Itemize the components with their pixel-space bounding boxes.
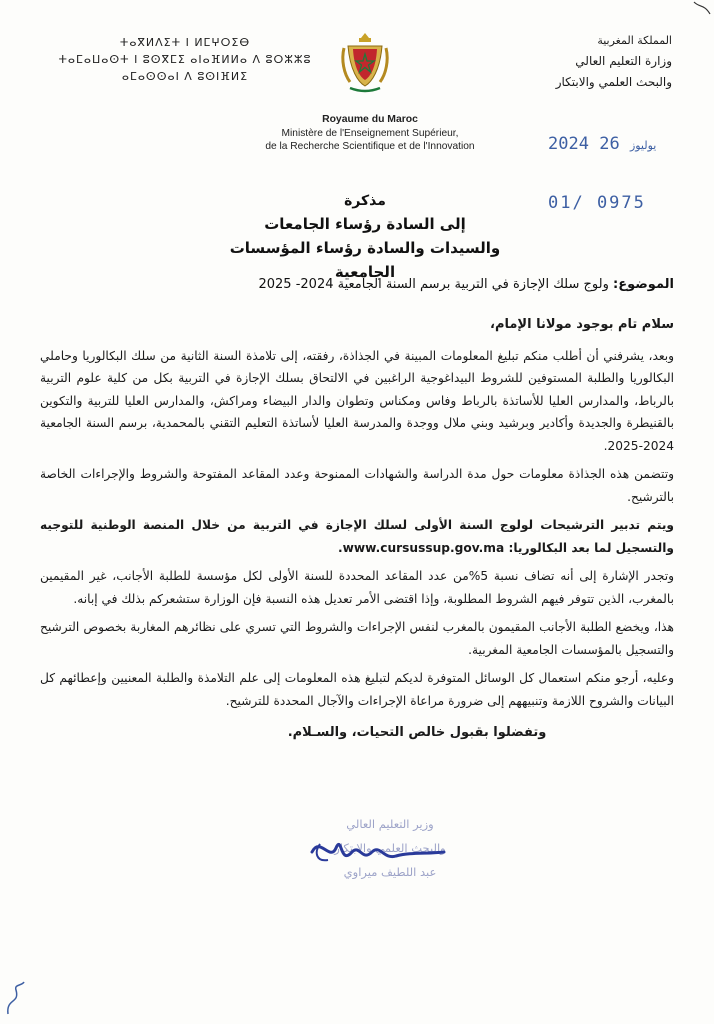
french-ministry-header (230, 113, 510, 154)
signatory-title-2: والبحث العلمي والابتكار (334, 841, 446, 855)
memo-title (200, 190, 530, 284)
greeting: سلام تام بوجود مولانا الإمام، (490, 317, 674, 332)
moroccan-coat-of-arms-icon (340, 30, 390, 94)
memo-body (40, 314, 674, 751)
margin-scribble (2, 978, 32, 1018)
subject-text: ولوج سلك الإجازة في التربية برسم السنة الجامعية 2024- 2025 (258, 277, 609, 292)
ministry-name-fr-1: Ministère de l'Enseignement Supérieur, (281, 127, 459, 139)
date-stamp-month: يوليوز (629, 139, 657, 152)
handwritten-signature (300, 822, 450, 882)
kingdom-name-ar: المملكة المغربية (597, 34, 672, 47)
kingdom-name-fr: Royaume du Maroc (322, 114, 418, 125)
corner-scribble (690, 0, 714, 22)
ministry-name-ar-1: وزارة التعليم العالي (575, 54, 672, 68)
date-stamp-day: 26 (599, 134, 620, 154)
paragraph-content: وتتضمن هذه الجذاذة معلومات حول مدة الدراسة والشهادات الممنوحة وعدد المقاعد المفتوحة والشروط والإجراءات الخاصة بالترشيح. (40, 467, 674, 504)
tifinagh-line-1: ⵜⴰⴳⵍⴷⵉⵜ ⵏ ⵍⵎⵖⵔⵉⴱ (119, 36, 251, 49)
recipients-line-2: والسيدات والسادة رؤساء المؤسسات الجامعية (229, 239, 501, 281)
signatory-name: عبد اللطيف ميراوي (343, 865, 437, 879)
ministry-name-ar-2: والبحث العلمي والابتكار (555, 75, 672, 89)
date-stamp-year: 2024 (548, 134, 589, 154)
paragraph-foreign-quota: وتجدر الإشارة إلى أنه تضاف نسبة 5%من عدد المقاعد المحددة للسنة الأولى لكل مؤسسة للطلبة الأجانب، غير المقيمين بالمغرب، الذين تتوفر فيهم الشروط المطلوبة، وإذا اقتضى الأمر تعديل هذه النسبة فإن الوزارة ستشعركم بذلك في إبانه. (40, 569, 674, 606)
memo-label: مذكرة (344, 193, 386, 209)
tifinagh-header (40, 34, 330, 85)
closing-salutation: وتفضلوا بقبول خالص التحيات، والسـلام. (287, 725, 547, 740)
tifinagh-line-3: ⴰⵎⴰⵙⵙⴰⵏ ⴷ ⵓⵙⵏⴼⵍⵉ (121, 70, 249, 83)
signature-block (290, 812, 490, 917)
reference-number-stamp: 01/ 0975 (548, 193, 646, 213)
paragraph-resident-foreigners: هذا، ويخضع الطلبة الأجانب المقيمون بالمغرب لنفس الإجراءات والشروط التي تسري على نظائرهم المغاربة بخصوص الترشيح والتسجيل بالمؤسسات الجامعية المغربية. (40, 620, 674, 657)
subject-label: الموضوع: (613, 277, 674, 292)
paragraph-request: وعليه، أرجو منكم استعمال كل الوسائل المتوفرة لديكم لتبليغ هذه المعلومات إلى علم التلامذة والطلبة المعنيين وإعطائهم كل البيانات والشروح اللازمة وتنبيههم إلى ضرورة مراعاة الإجراءات والآجال المحددة للترشيح. (40, 671, 674, 708)
tifinagh-line-2: ⵜⴰⵎⴰⵡⴰⵙⵜ ⵏ ⵓⵙⴳⵎⵉ ⴰⵏⴰⴼⵍⵍⴰ ⴷ ⵓⵔⵣⵣⵓ (58, 53, 312, 66)
memo-subject (40, 275, 674, 295)
recipients-line-1: إلى السادة رؤساء الجامعات (264, 215, 466, 233)
ministry-name-fr-2: de la Recherche Scientifique et de l'Innovation (265, 141, 475, 152)
signatory-title-1: وزير التعليم العالي (346, 817, 434, 831)
paragraph-platform: ويتم تدبير الترشيحات لولوج السنة الأولى لسلك الإجازة في التربية من خلال المنصة الوطنية للتوجيه والتسجيل لما بعد البكالوريا: www.cursussup.gov.ma. (40, 518, 674, 555)
paragraph-intro: وبعد، يشرفني أن أطلب منكم تبليغ المعلومات المبينة في الجذاذة، رفقته، إلى تلامذة السنة الثانية من سلك البكالوريا وحاملي البكالوريا والطلبة المستوفين للشروط البيداغوجية الراغبين في الالتحاق بسلك الإجازة في التربية بكل من كلية علوم التربية بالرباط، والمدارس العليا للأساتذة بالرباط وفاس ومكناس وتطوان والدار البيضاء ومراكش، والمدارس العليا للتربية والتكوين بالقنيطرة والجديدة وأكادير وبرشيد وبني ملال ووجدة والمدرسة العليا لأساتذة التعليم التقني بالمحمدية، برسم السنة الجامعية 2024-2025. (40, 348, 674, 453)
date-stamp (548, 134, 666, 154)
arabic-ministry-header (472, 30, 672, 93)
